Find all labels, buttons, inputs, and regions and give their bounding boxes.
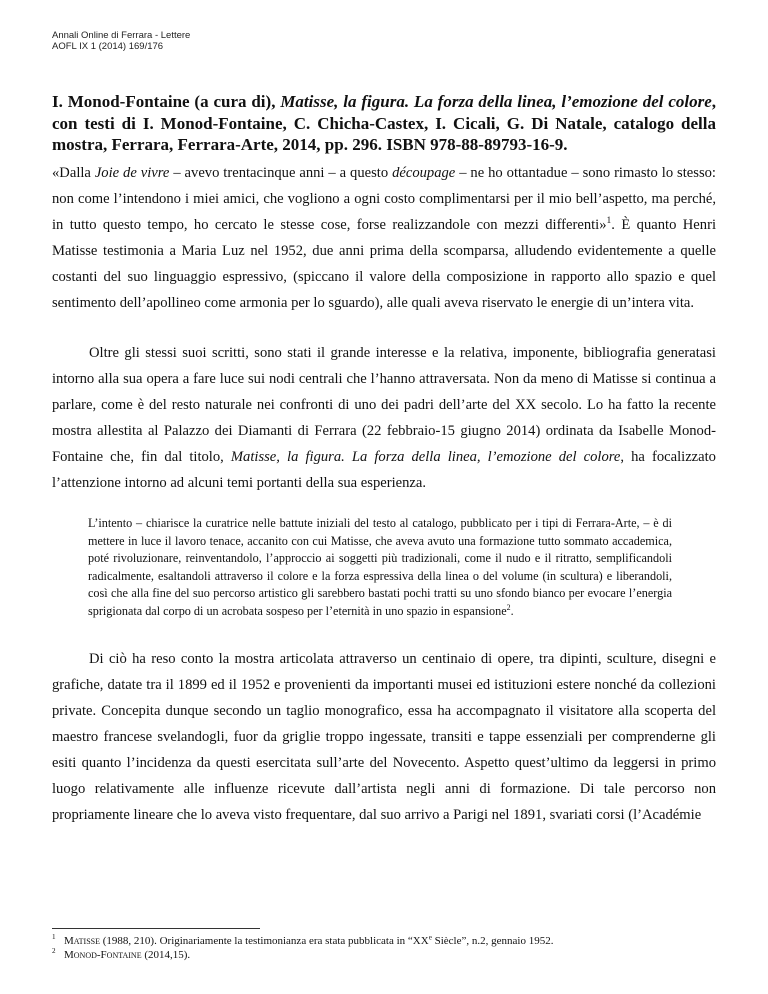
p1-text-4: . È quanto Henri Matisse testimonia a Maria Luz nel 1952, due anni prima della scomparsa, alludendo evidentemente a quelle costanti del suo linguaggio espressivo, (spiccano il valore della composizione in rapporto allo spazio e quel sentimento dell’apollineo come armonia per lo sguardo), alle quali aveva riservato le energie di un’intera vita. [52,217,716,311]
footnote-1-text-end: Siècle”, n.2, gennaio 1952. [431,935,554,947]
footnote-1-text: (1988, 210). Originariamente la testimonianza era stata pubblicata in “XX [100,935,429,947]
p1-italic-decoupage: découpage [392,165,456,181]
footnotes [52,934,716,962]
issue-reference: AOFL IX 1 (2014) 169/176 [52,41,164,52]
footnote-2: $^2$ Monod-Fontaine (2014,15). [52,947,191,961]
paragraph-1 [52,160,716,316]
p2-text-2: , ha focalizzato l’attenzione intorno ad alcuni temi portanti della sua esperienza. [52,449,716,491]
footnote-divider [52,928,260,929]
journal-name: Annali Online di Ferrara - Lettere [52,30,191,41]
footnote-1-author: Matisse [64,935,101,947]
title-book-a: Matisse [280,92,335,111]
paragraph-3: Di ciò ha reso conto la mostra articolata attraverso un centinaio di opere, tra dipinti, sculture, disegni e grafiche, datate tra il 1899 ed il 1952 e provenienti da importanti musei ed istituzioni estere nonché da collezioni private. Concepita dunque secondo un taglio monografico, essa ha accompagnato il visitatore alla scoperta del maestro francese svelandogli, fuor da griglie troppo ingessate, transiti e tappe essenziali per comprenderne gli esiti quanto l’incidenza da questi esercitata sull’arte del Novecento. Aspetto quest’ultimo da leggersi in primo luogo relativamente alle influenze ricevute dall’artista negli anni di formazione. Di tale percorso non propriamente lineare che lo aveva visto frequentare, dal suo arrivo a Parigi nel 1891, svariati corsi (l’Académie [52,651,716,823]
title-book-b: la figura. La forza della linea, l’emozione del colore [343,92,712,111]
title-details: , con testi di I. Monod-Fontaine, C. Chicha-Castex, I. Cicali, G. Di Natale, catalogo della mostra, Ferrara, Ferrara-Arte, 2014, pp. 296. ISBN 978-88-89793-16-9. [52,92,717,154]
footnote-ref-1[interactable]: 1 [606,216,612,227]
p1-italic-joie: Joie de vivre [94,165,170,181]
review-title [52,91,716,156]
quote-end: . [510,603,514,618]
footnote-2-author: Monod-Fontaine [64,949,142,961]
quote-text: L’intento – chiarisce la curatrice nelle battute iniziali del testo al catalogo, pubblicato per i tipi di Ferrara-Arte, – è di mettere in luce il lavoro tenace, accanito con cui Matisse, che aveva avuto una formazione tutto sommato accademica, poté rivoluzionare, reinventandolo, l’approccio ai soggetti più tradizionali, come il nudo e il ritratto, semplificandoli radicalmente, esaltandoli attraverso il colore e la forza espressiva della linea o del volume (in scultura) e liberandoli, così che alla fine del suo percorso artistico gli sarebbero bastati pochi tratti su uno sfondo bianco per evocare l’energia sprigionata dal corpo di un acrobata sospeso per l’eternità in uno spazio in espansione [88,516,672,618]
paragraph-2 [52,340,716,496]
footnote-ref-2[interactable]: 2 [506,602,511,612]
running-header [52,30,190,52]
p1-text-1: «Dalla [52,165,95,181]
p2-text-1: Oltre gli stessi suoi scritti, sono stati il grande interesse e la relativa, imponente, bibliografia generatasi intorno alla sua opera a fare luce sui nodi centrali che l’hanno attraversata. Non da meno di Matisse si continua a parlare, come è del resto naturale nei confronti di uno dei padri dell’arte del XX secolo. Lo ha fatto la recente mostra allestita al Palazzo dei Diamanti di Ferrara (22 febbraio-15 giugno 2014) ordinata da Isabelle Monod-Fontaine che, fin dal titolo, [52,345,716,465]
footnote-1-superscript: e [428,933,432,942]
block-quote [88,515,672,620]
footnote-2-text: (2014,15). [141,949,191,961]
title-editor: I. Monod-Fontaine (a cura di), [52,92,281,111]
p1-text-2: – avevo trentacinque anni – a questo [169,165,393,181]
title-comma: , [334,92,344,111]
footnote-1: $^1$ Matisse (1988, 210). Originariamente la testimonianza era stata pubblicata in “XXe Siècle”, n.2, gennaio 1952. [52,933,554,947]
p1-text-3: – ne ho ottantadue – sono rimasto lo stesso: non come l’intendono i miei amici, che vogliono a ogni costo complimentarsi per il mio bell’aspetto, ma perché, in tutto questo tempo, ho cercato le stesse cose, forse realizzandole con mezzi differenti» [52,165,716,233]
p2-italic-exhibition-title: Matisse, la figura. La forza della linea, l’emozione del colore [230,449,621,465]
